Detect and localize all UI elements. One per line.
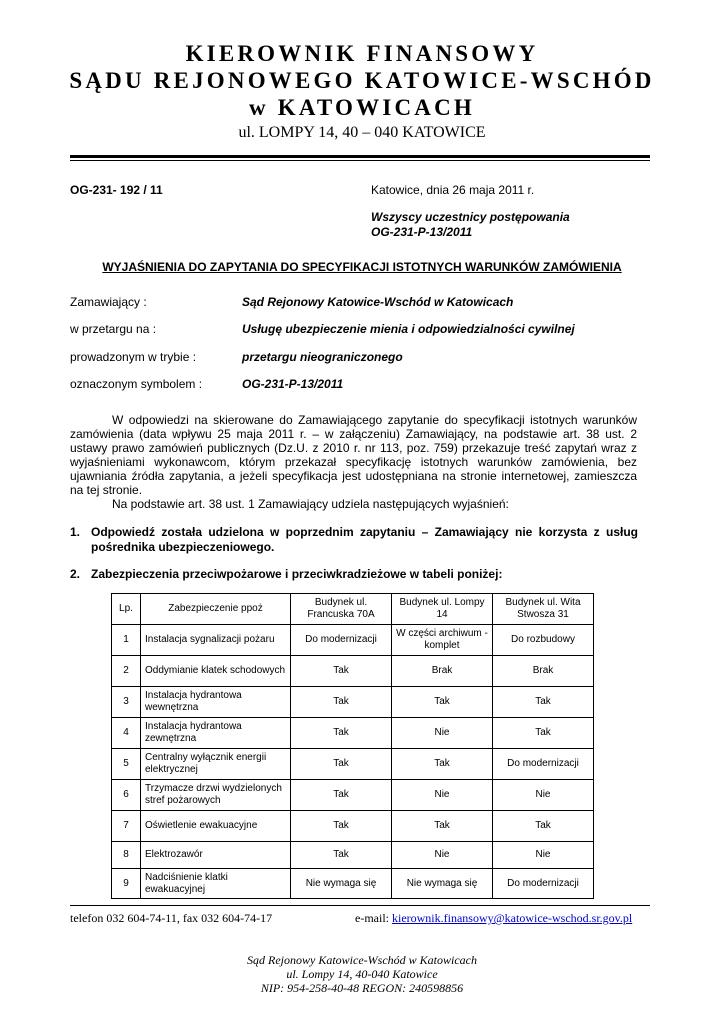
footer-organization: [0, 953, 724, 995]
table-cell: Do modernizacji: [493, 869, 594, 899]
table-cell: Tak: [291, 687, 392, 718]
table-cell: Nie wymaga się: [392, 869, 493, 899]
table-header-cell: Budynek ul. Wita Stwosza 31: [493, 594, 594, 625]
field-label-mode: prowadzonym w trybie :: [70, 350, 197, 364]
field-value-orderer: Sąd Rejonowy Katowice-Wschód w Katowicach: [242, 295, 514, 309]
table-header-cell: Budynek ul. Lompy 14: [392, 594, 493, 625]
document-title: WYJAŚNIENIA DO ZAPYTANIA DO SPECYFIKACJI ISTOTNYCH WARUNKÓW ZAMÓWIENIA: [102, 260, 622, 274]
field-label-orderer: Zamawiający :: [70, 295, 147, 309]
table-row: [112, 780, 594, 811]
table-cell: Tak: [493, 718, 594, 749]
table-header-cell: Lp.: [112, 594, 141, 625]
table-row: [112, 842, 594, 869]
table-cell: Instalacja hydrantowa wewnętrzna: [141, 687, 291, 718]
table-row: [112, 869, 594, 899]
table-cell: Oświetlenie ewakuacyjne: [141, 811, 291, 842]
table-cell: Do rozbudowy: [493, 625, 594, 656]
field-value-symbol: OG-231-P-13/2011: [242, 377, 344, 391]
place-date: Katowice, dnia 26 maja 2011 r.: [371, 183, 535, 197]
footer-phones: telefon 032 604-74-11, fax 032 604-74-17: [70, 911, 273, 925]
table-cell: Tak: [291, 656, 392, 687]
table-cell: Tak: [392, 749, 493, 780]
table-cell: Nie: [493, 780, 594, 811]
table-cell: Tak: [493, 811, 594, 842]
field-value-tender: Usługę ubezpieczenie mienia i odpowiedzialności cywilnej: [242, 322, 575, 336]
answer-text: Zabezpieczenia przeciwpożarowe i przeciwkradzieżowe w tabeli poniżej:: [91, 567, 503, 581]
table-cell: Elektrozawór: [141, 842, 291, 869]
footer-email: [355, 911, 632, 925]
header-rule-thick: [70, 155, 650, 158]
table-cell: 6: [112, 780, 141, 811]
recipient-line-1: Wszyscy uczestnicy postępowania: [371, 210, 570, 224]
letterhead-address: ul. LOMPY 14, 40 – 040 KATOWICE: [238, 124, 486, 141]
table-cell: Centralny wyłącznik energii elektrycznej: [141, 749, 291, 780]
table-row: [112, 687, 594, 718]
header-rule-thin: [70, 160, 650, 161]
table-cell: 7: [112, 811, 141, 842]
field-value-mode: przetargu nieograniczonego: [242, 350, 403, 364]
recipient-line-2: OG-231-P-13/2011: [371, 225, 473, 239]
table-cell: Oddymianie klatek schodowych: [141, 656, 291, 687]
table-cell: 2: [112, 656, 141, 687]
table-cell: Nie wymaga się: [291, 869, 392, 899]
answer-number: 1.: [70, 525, 81, 539]
table-row: [112, 749, 594, 780]
footer-org-address: ul. Lompy 14, 40-040 Katowice: [286, 967, 438, 981]
table-row: [112, 656, 594, 687]
table-cell: Tak: [291, 842, 392, 869]
answer-item-1: [70, 525, 638, 555]
body-paragraph-2: [70, 497, 637, 511]
body-paragraph-1-text: W odpowiedzi na skierowane do Zamawiającego zapytanie do specyfikacji istotnych warunków zamówienia (data wpływu 25 maja 2011 r. – w załączeniu) Zamawiający, na podstawie art. 38 ust. 2 ustawy prawo zamówień publicznych (Dz.U. z 2010 r. nr 113, poz. 759) przekazuje treść zapytań wraz z wyjaśnieniami wykonawcom, którym przekazał specyfikację istotnych warunków zamówienia, bez ujawniania źródła zapytania, a jeżeli specyfikacja jest udostępniana na stronie internetowej, zamieszcza na tej stronie.: [70, 413, 637, 497]
table-cell: Trzymacze drzwi wydzielonych stref pożarowych: [141, 780, 291, 811]
table-cell: Nie: [392, 842, 493, 869]
table-cell: Nie: [392, 780, 493, 811]
reference-number: OG-231- 192 / 11: [70, 183, 163, 197]
table-row: [112, 811, 594, 842]
table-cell: Tak: [392, 687, 493, 718]
table-cell: Tak: [291, 780, 392, 811]
table-cell: 9: [112, 869, 141, 899]
table-cell: Nie: [493, 842, 594, 869]
letterhead-line-2: SĄDU REJONOWEGO KATOWICE-WSCHÓD: [69, 68, 655, 93]
footer-email-label: e-mail:: [355, 911, 389, 925]
table-cell: Nie: [392, 718, 493, 749]
table-cell: Tak: [392, 811, 493, 842]
table-header-cell: Zabezpieczenie ppoż: [141, 594, 291, 625]
answer-text: Odpowiedź została udzielona w poprzednim zapytaniu – Zamawiający nie korzysta z usług pośrednika ubezpieczeniowego.: [91, 525, 638, 554]
table-cell: 4: [112, 718, 141, 749]
field-label-tender: w przetargu na :: [70, 322, 157, 336]
table-cell: Instalacja sygnalizacji pożaru: [141, 625, 291, 656]
body-paragraph-1: [70, 413, 637, 497]
table-cell: W części archiwum - komplet: [392, 625, 493, 656]
table-cell: 8: [112, 842, 141, 869]
table-row: [112, 718, 594, 749]
letterhead: [0, 40, 724, 143]
table-cell: Tak: [291, 811, 392, 842]
table-header-cell: Budynek ul. Francuska 70A: [291, 594, 392, 625]
footer-email-link[interactable]: kierownik.finansowy@katowice-wschod.sr.gov.pl: [391, 911, 633, 925]
letterhead-line-1: KIEROWNIK FINANSOWY: [185, 41, 539, 66]
table-cell: Tak: [493, 687, 594, 718]
table-cell: Brak: [493, 656, 594, 687]
letterhead-line-3: w KATOWICACH: [248, 95, 476, 120]
fire-protection-table: [111, 593, 594, 899]
table-cell: Nadciśnienie klatki ewakuacyjnej: [141, 869, 291, 899]
footer-org-ids: NIP: 954-258-40-48 REGON: 240598856: [260, 981, 464, 995]
table-row: [112, 625, 594, 656]
table-header-row: [112, 594, 594, 625]
table-cell: 5: [112, 749, 141, 780]
footer-org-name: Sąd Rejonowy Katowice-Wschód w Katowicach: [247, 953, 477, 967]
table-cell: Instalacja hydrantowa zewnętrzna: [141, 718, 291, 749]
table-cell: 3: [112, 687, 141, 718]
table-cell: 1: [112, 625, 141, 656]
body-paragraph-2-text: Na podstawie art. 38 ust. 1 Zamawiający udziela następujących wyjaśnień:: [112, 497, 509, 511]
table-cell: Brak: [392, 656, 493, 687]
table-cell: Tak: [291, 749, 392, 780]
table-cell: Tak: [291, 718, 392, 749]
answer-number: 2.: [70, 567, 81, 581]
answer-item-2: [70, 567, 638, 582]
footer-rule: [70, 905, 650, 906]
table-cell: Do modernizacji: [291, 625, 392, 656]
field-label-symbol: oznaczonym symbolem :: [70, 377, 203, 391]
table-cell: Do modernizacji: [493, 749, 594, 780]
